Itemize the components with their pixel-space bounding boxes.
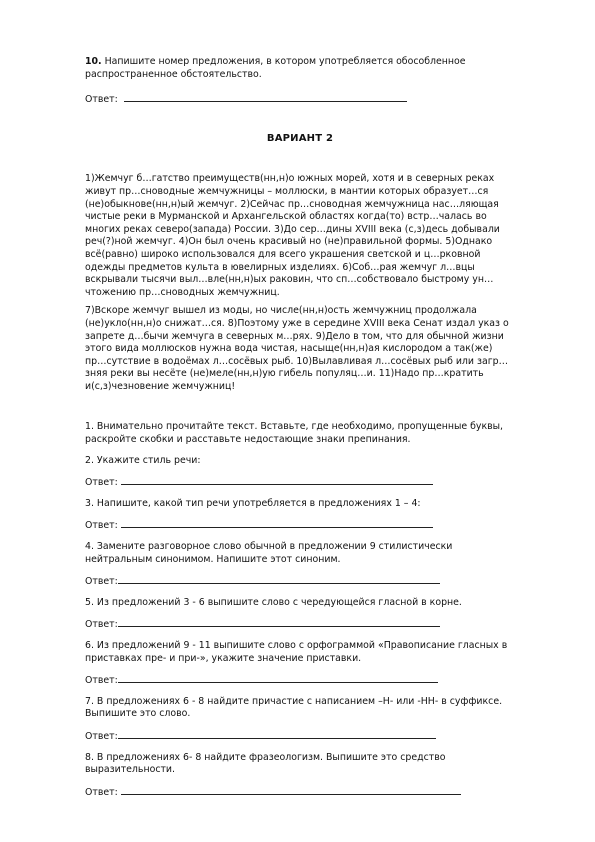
answer-field[interactable]: [121, 475, 433, 485]
question-8-answer: [85, 785, 515, 800]
question-4: 4. Замените разговорное слово обычной в предложении 9 стилистически нейтральным синонимом. Напишите этот синоним.: [85, 541, 453, 565]
answer-field[interactable]: [124, 92, 407, 102]
answer-field[interactable]: [118, 729, 436, 739]
question-3-answer: [85, 518, 515, 533]
task-10-text: Напишите номер предложения, в котором употребляется обособленное распространенное обстоятельство.: [85, 56, 466, 80]
text-paragraph-1: 1)Жемчуг б…гатство преимуществ(нн,н)о южных морей, хотя и в северных реках живут пр…сноводные жемчужницы – моллюски, в мантии которых образует…ся (не)обыкнове(нн,н)ый жемчуг. 2)Сейчас пр…сноводная жемчужница нас…ляющая чистые реки в Мурманской и Архангельской областях когда(то) встр…чалась во многих реках северо(запада) России. 3)До сер…дины XVIII века (с,з)десь добывали реч(?)ной жемчуг. 4)Он был очень красивый но (не)правильной формы. 5)Однако всё(равно) широко использовался для всего украшения светской и ц…рковной одежды предметов культа в ювелирных изделиях. 6)Соб…рая жемчуг л…вцы вскрывали тысячи выл…вле(нн,н)ых раковин, что сп…собствовало быстрому ун…чтожению пр…сноводных жемчужниц.: [85, 173, 500, 298]
answer-field[interactable]: [118, 673, 438, 683]
question-3: 3. Напишите, какой тип речи употребляется в предложениях 1 – 4:: [85, 497, 421, 509]
question-4-answer: [85, 574, 515, 589]
text-paragraph-2: 7)Вскоре жемчуг вышел из моды, но числе(нн,н)ость жемчужниц продолжала (не)укло(нн,н)о снижат…ся. 8)Поэтому уже в середине XVIII века Сенат издал указ о запрете д…бычи жемчуга в северных м…рях. 9)Дело в том, что для обычной жизни этого вида моллюсков нужна вода чистая, насыще(нн,н)ая кислородом а так(же) пр…сутствие в водоёмах л…сосёвых рыб. 10)Вылавливая л…сосёвых рыб или загр…зняя реки вы несёте (не)меле(нн,н)ую гибель популяц…и. 11)Надо пр…кратить и(с,з)чезновение жемчужниц!: [85, 305, 509, 392]
answer-field[interactable]: [121, 785, 461, 795]
answer-label: Ответ:: [85, 477, 121, 489]
answer-field[interactable]: [118, 617, 440, 627]
question-6: 6. Из предложений 9 - 11 выпишите слово с орфограммой «Правописание гласных в приставках пре- и при-», укажите значение приставки.: [85, 640, 508, 664]
questions-list: [85, 421, 515, 799]
question-2: 2. Укажите стиль речи:: [85, 454, 201, 466]
answer-field[interactable]: [118, 574, 440, 584]
task-10: [85, 56, 515, 81]
question-6-answer: [85, 673, 515, 688]
task-10-number: 10.: [85, 56, 102, 67]
answer-label: Ответ:: [85, 730, 118, 742]
question-7: 7. В предложениях 6 - 8 найдите причастие с написанием –Н- или -НН- в суффиксе. Выпишите это слово.: [85, 695, 503, 720]
answer-field[interactable]: [121, 518, 433, 528]
worksheet-page: [85, 56, 515, 799]
task-10-answer: [85, 92, 515, 107]
question-8: 8. В предложениях 6- 8 найдите фразеологизм. Выпишите это средство выразительности.: [85, 751, 446, 776]
question-2-answer: [85, 475, 515, 490]
question-5-answer: [85, 617, 515, 632]
answer-label: Ответ:: [85, 675, 118, 687]
answer-label: Ответ:: [85, 94, 121, 106]
question-7-answer: [85, 729, 515, 744]
question-1: 1. Внимательно прочитайте текст. Вставьте, где необходимо, пропущенные буквы, раскройте скобки и расставьте недостающие знаки препинания.: [85, 421, 504, 446]
variant-title: ВАРИАНТ 2: [266, 132, 334, 144]
question-5: 5. Из предложений 3 - 6 выпишите слово с чередующейся гласной в корне.: [85, 596, 462, 608]
answer-label: Ответ:: [85, 786, 121, 798]
answer-label: Ответ:: [85, 520, 121, 532]
answer-label: Ответ:: [85, 576, 118, 588]
answer-label: Ответ:: [85, 619, 118, 631]
